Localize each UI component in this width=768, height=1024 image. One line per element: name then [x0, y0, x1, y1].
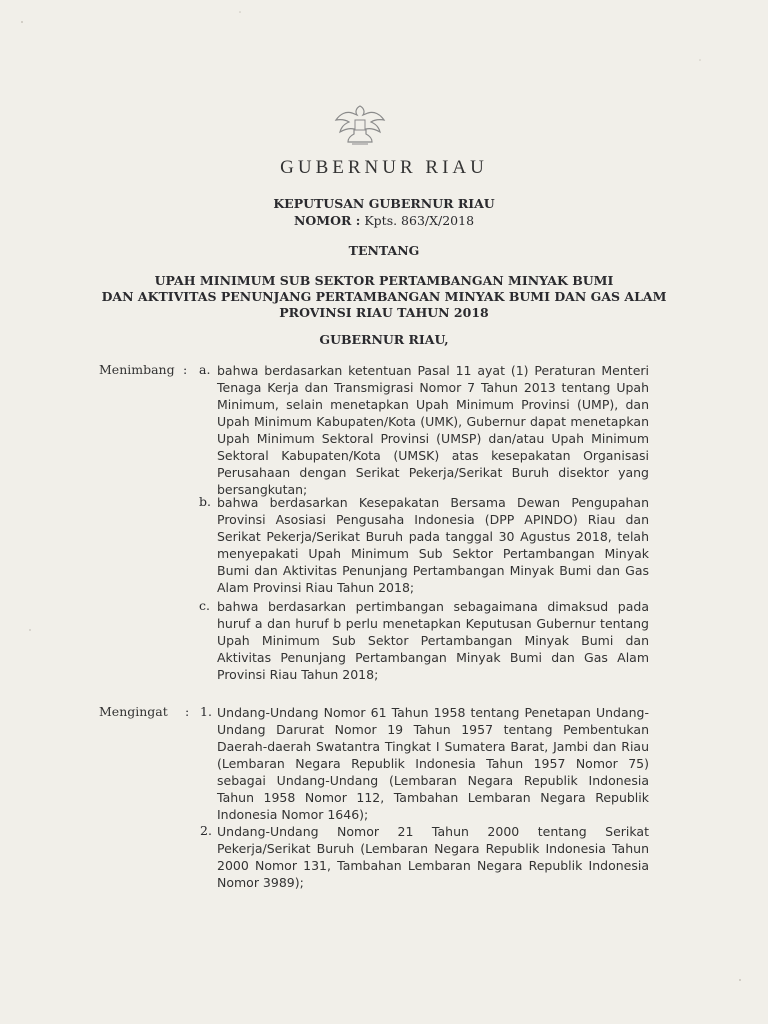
office-heading: GUBERNUR RIAU [280, 157, 488, 178]
list-marker: 1. [200, 704, 212, 719]
menimbang-item-b: bahwa berdasarkan Kesepakatan Bersama Dewan Pengupahan Provinsi Asosiasi Pengusaha Indonesia (DPP APINDO) Riau dan Serikat Pekerja/Serikat Buruh pada tanggal 30 Agustus 2018, telah menyepakati Upah Minimum Sub Sektor Pertambangan Minyak Bumi dan Aktivitas Penunjang Pertambangan Minyak Bumi dan Gas Alam Provinsi Riau Tahun 2018; [217, 495, 649, 595]
mengingat-label: Mengingat [99, 704, 168, 719]
mengingat-item-1: Undang-Undang Nomor 61 Tahun 1958 tentang Penetapan Undang-Undang Darurat Nomor 19 Tahun 1957 tentang Pembentukan Daerah-daerah Swatantra Tingkat I Sumatera Barat, Jambi dan Riau (Lembaran Negara Republik Indonesia Tahun 1957 Nomor 75) sebagai Undang-Undang (Lembaran Negara Republik Indonesia Tahun 1958 Nomor 112, Tambahan Lembaran Negara Republik Indonesia Nomor 1646); [217, 705, 649, 822]
subject-line: DAN AKTIVITAS PENUNJANG PERTAMBANGAN MINYAK BUMI DAN GAS ALAM [101, 289, 667, 304]
decree-number-label: NOMOR : [293, 213, 361, 228]
mengingat-colon: : [185, 704, 190, 719]
list-marker: c. [199, 598, 210, 613]
list-marker: b. [199, 494, 211, 509]
list-marker: 2. [200, 823, 212, 838]
menimbang-item-c: bahwa berdasarkan pertimbangan sebagaimana dimaksud pada huruf a dan huruf b perlu menetapkan Keputusan Gubernur tentang Upah Minimum Sub Sektor Pertambangan Minyak Bumi dan Aktivitas Penunjang Pertambangan Minyak Bumi dan Gas Alam Provinsi Riau Tahun 2018; [217, 599, 649, 682]
tentang-heading: TENTANG [348, 243, 420, 258]
decree-number [0, 213, 768, 228]
garuda-emblem-icon [330, 98, 390, 148]
list-marker: a. [199, 362, 211, 377]
mengingat-item-2: Undang-Undang Nomor 21 Tahun 2000 tentang Serikat Pekerja/Serikat Buruh (Lembaran Negara Republik Indonesia Tahun 2000 Nomor 131, Tambahan Lembaran Negara Republik Indonesia Nomor 3989); [217, 824, 649, 890]
menimbang-label: Menimbang [99, 362, 175, 377]
menimbang-colon: : [183, 362, 188, 377]
decree-subject [0, 273, 768, 321]
decree-title: KEPUTUSAN GUBERNUR RIAU [273, 196, 495, 211]
menimbang-item-a: bahwa berdasarkan ketentuan Pasal 11 ayat (1) Peraturan Menteri Tenaga Kerja dan Transmigrasi Nomor 7 Tahun 2013 tentang Upah Minimum, selain menetapkan Upah Minimum Provinsi (UMP), dan Upah Minimum Kabupaten/Kota (UMK), Gubernur dapat menetapkan Upah Minimum Sektoral Provinsi (UMSP) dan/atau Upah Minimum Sektoral Kabupaten/Kota (UMSK) atas kesepakatan Organisasi Perusahaan dengan Serikat Pekerja/Serikat Buruh disektor yang bersangkutan; [217, 363, 649, 497]
subject-line: UPAH MINIMUM SUB SEKTOR PERTAMBANGAN MINYAK BUMI [154, 273, 614, 288]
decree-number-value: Kpts. 863/X/2018 [364, 213, 475, 228]
subject-line: PROVINSI RIAU TAHUN 2018 [279, 305, 489, 320]
governor-heading: GUBERNUR RIAU, [319, 332, 449, 347]
